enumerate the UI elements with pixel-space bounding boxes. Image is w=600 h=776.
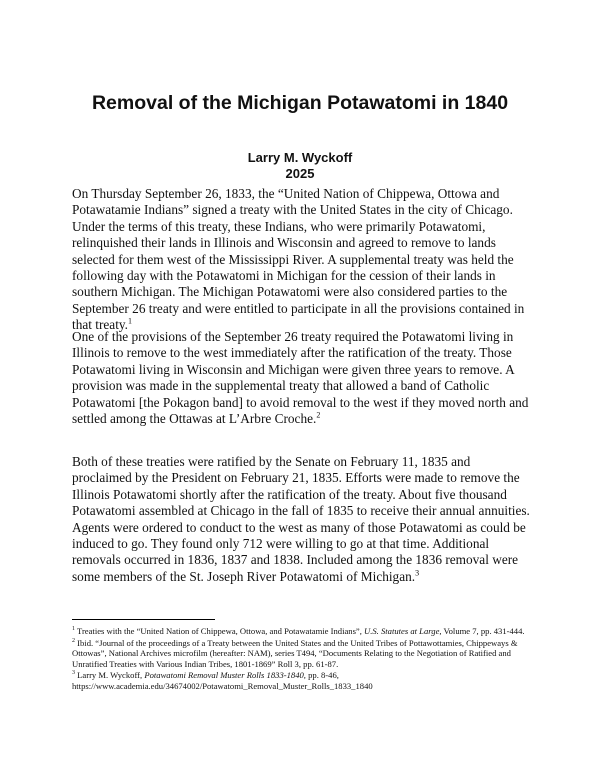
document-title: Removal of the Michigan Potawatomi in 1840 xyxy=(91,92,509,114)
paragraph-text: One of the provisions of the September 26 treaty required the Potawatomi living in Illinois to remove to the west immediately after the ratification of the treaty. Those Potawatomi living in Wisconsin and Michigan were given three years to remove. A provision was made in the supplemental treaty that allowed a band of Catholic Potawatomi [the Pokagon band] to avoid removal to the west if they moved north and settled among the Ottawas at L’Arbre Croche. xyxy=(72,329,529,427)
footnote-number: 1 xyxy=(72,626,75,633)
footnote-3 xyxy=(72,670,532,691)
footnote-number: 3 xyxy=(72,670,75,677)
footnote-ref-1[interactable]: 1 xyxy=(128,316,132,326)
author-block xyxy=(0,150,600,182)
publication-year: 2025 xyxy=(285,166,315,181)
footnote-2 xyxy=(72,638,532,670)
footnote-text: Treaties with the “United Nation of Chippewa, Ottowa, and Potawatamie Indians”, xyxy=(75,626,365,636)
paragraph-1 xyxy=(72,186,531,334)
footnote-text: Ibid. “Journal of the proceedings of a Treaty between the United States and the United Tribes of Pottawottamies, Chippeways & Ottowas”, National Archives microfilm (hereafter: NAM), series T494, “Documents Relating to the Negotiation of Ratified and Unratified Treaties with Various Indian Tribes, 1801-1869” Roll 3, pp. 61-87. xyxy=(72,637,518,669)
footnote-text: Larry M. Wyckoff, xyxy=(75,670,145,681)
footnote-ref-3[interactable]: 3 xyxy=(415,568,420,578)
footnote-number: 2 xyxy=(72,637,75,644)
paragraph-text: Both of these treaties were ratified by the Senate on February 11, 1835 and proclaimed by the President on February 21, 1835. Efforts were made to remove the Illinois Potawatomi shortly after the ratification of the treaty. About five thousand Potawatomi assembled at Chicago in the fall of 1835 to receive their annual annuities. Agents were ordered to conduct to the west as many of those Potawatomi as could be induced to go. They found only 712 were willing to go at that time. Additional removals occurred in 1836, 1837 and 1838. Included among the 1836 removal were some members of the St. Joseph River Potawatomi of Michigan. xyxy=(72,454,530,584)
footnote-text-tail: , pp. 8-46, https://www.academia.edu/34674002/Potawatomi_Removal_Muster_Rolls_1833_1840 xyxy=(72,670,373,691)
footnote-text-tail: , Volume 7, pp. 431-444. xyxy=(439,626,525,636)
paragraph-3 xyxy=(72,454,531,585)
footnote-1 xyxy=(72,626,532,637)
author-name: Larry M. Wyckoff xyxy=(247,150,353,165)
paragraph-text: On Thursday September 26, 1833, the “United Nation of Chippewa, Ottowa and Potawatamie Indians” signed a treaty with the United States in the city of Chicago. Under the terms of this treaty, these Indians, who were primarily Potawatomi, relinquished their lands in Illinois and Wisconsin and agreed to remove to lands selected for them west of the Mississippi River. A supplemental treaty was held the following day with the Potawatomi in Michigan for the cession of their lands in southern Michigan. The Michigan Potawatomi were also considered parties to the September 26 treaty and were entitled to participate in all the provisions contained in that treaty. xyxy=(72,186,525,333)
footnote-italic-title: Potawatomi Removal Muster Rolls 1833-1840 xyxy=(144,670,304,681)
footnote-italic-title: U.S. Statutes at Large xyxy=(364,626,440,636)
footnotes xyxy=(72,626,532,693)
paragraph-2 xyxy=(72,329,531,427)
footnote-ref-2[interactable]: 2 xyxy=(316,410,321,420)
footnote-separator xyxy=(72,619,215,620)
